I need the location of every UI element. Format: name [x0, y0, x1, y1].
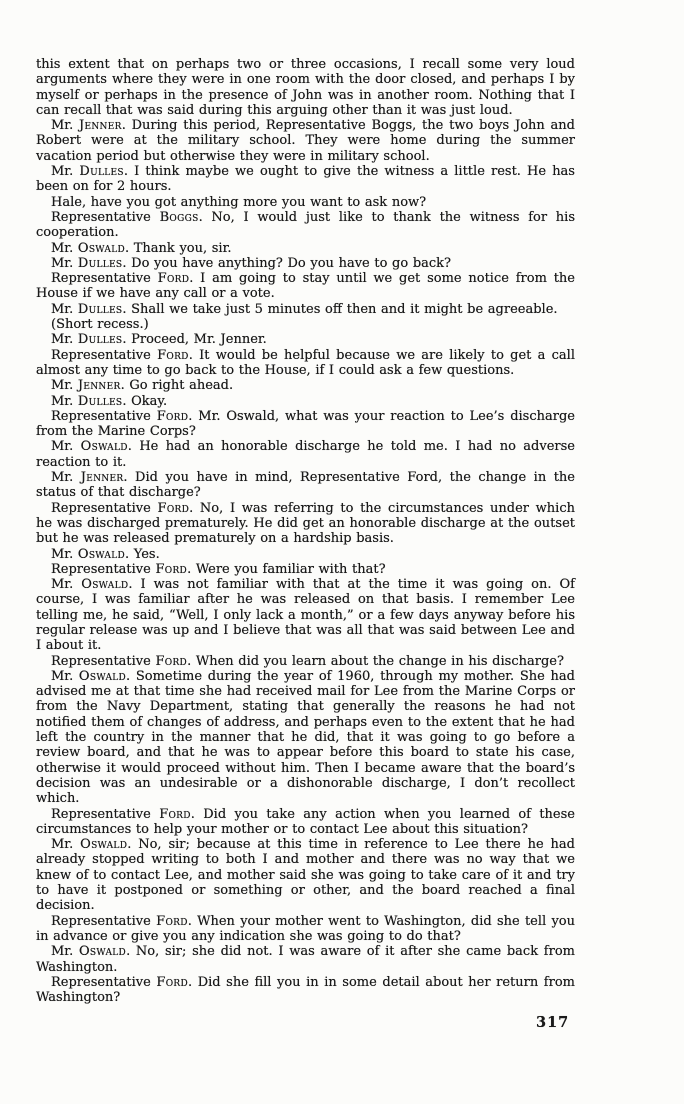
speaker-name: Ford — [155, 561, 188, 577]
speech-paragraph: Mr. Oswald. Yes. — [51, 546, 160, 562]
speaker-name: Dulles — [79, 164, 124, 180]
speaker-title: Mr. — [51, 118, 79, 134]
speaker-name: Oswald — [81, 577, 129, 593]
speaker-title: Mr. — [51, 332, 78, 348]
speaker-name: Ford — [155, 653, 188, 669]
speaker-name: Dulles — [77, 255, 123, 271]
speech-paragraph: Mr. Oswald. Thank you, sir. — [51, 240, 232, 256]
speech-paragraph: Representative Ford. When did you learn about the change in his discharge? — [51, 653, 564, 669]
speaker-title: Representative — [51, 271, 158, 287]
speech-paragraph: Mr. Oswald. Sometime during the year of 1960, through my mother. She had advised me at that time she had received mail for Lee from the Marine Corps or from the Navy Department, stating that generally the reasons he had not notified them of changes of address, and perhaps even to the extent that he had left the country in the manner that he did, that it was going to go before a review board, and that he was to appear before this board to state his case, otherwise it would proceed without him. Then I became aware that the board’s decision was an undesirable or a dishonorable discharge, I don’t recollect which. — [36, 668, 575, 807]
speaker-name: Ford — [157, 500, 190, 516]
speaker-title: Mr. — [51, 668, 79, 684]
speech-paragraph: Mr. Dulles. Okay. — [51, 393, 168, 409]
speaker-title: Mr. — [51, 164, 80, 180]
page-number: 317 — [536, 1014, 570, 1031]
speaker-name: Ford — [156, 974, 188, 990]
speech-paragraph: Mr. Oswald. No, sir; she did not. I was aware of it after she came back from Washington. — [36, 944, 575, 975]
speaker-name: Jenner — [77, 378, 121, 394]
speaker-title: Mr. — [51, 240, 78, 256]
speech-paragraph: Mr. Dulles. I think maybe we ought to give the witness a little rest. He has been on for 2 hours. — [36, 164, 575, 195]
speech-paragraph: Representative Ford. Did she fill you in in some detail about her return from Washington? — [36, 974, 575, 1006]
speech-paragraph: Representative Boggs. No, I would just like to thank the witness for his cooperation. — [36, 209, 575, 241]
speaker-title: Mr. — [51, 837, 81, 853]
speaker-name: Oswald — [80, 439, 128, 455]
speaker-title: Representative — [51, 806, 160, 822]
text-paragraph: (Short recess.) — [51, 317, 149, 333]
speaker-title: Mr. — [51, 944, 79, 960]
speech-paragraph: Mr. Jenner. During this period, Representative Boggs, the two boys John and Robert were at the military school. They were home during the summer vacation period but otherwise they were in military school. — [36, 118, 575, 164]
text-paragraph: Hale, have you got anything more you want to ask now? — [51, 194, 427, 210]
speaker-title: Mr. — [51, 546, 78, 562]
speaker-name: Oswald — [80, 837, 128, 853]
speaker-title: Representative — [51, 653, 156, 669]
speech-paragraph: Representative Ford. Were you familiar with that? — [51, 561, 386, 577]
speaker-title: Representative — [51, 974, 157, 990]
transcript-body — [36, 57, 575, 1005]
speaker-name: Ford — [156, 913, 188, 929]
speech-paragraph: Representative Ford. When your mother went to Washington, did she tell you in advance or give you any indication she was going to do that? — [36, 913, 575, 944]
speech-paragraph: Mr. Jenner. Did you have in mind, Representative Ford, the change in the status of that discharge? — [36, 470, 575, 501]
speaker-title: Mr. — [51, 301, 78, 317]
speech-paragraph: Representative Ford. It would be helpful because we are likely to get a call almost any time to go back to the House, if I could ask a few questions. — [36, 347, 576, 378]
speaker-title: Representative — [51, 209, 160, 225]
speaker-name: Ford — [157, 271, 190, 287]
speaker-title: Representative — [51, 500, 158, 516]
speaker-name: Oswald — [78, 944, 127, 960]
speaker-name: Oswald — [77, 546, 125, 562]
speech-paragraph: Representative Ford. I am going to stay until we get some notice from the House if we have any call or a vote. — [36, 271, 575, 302]
speech-paragraph: Representative Ford. No, I was referring to the circumstances under which he was discharged prematurely. He did get an honorable discharge at the outset but he was released prematurely on a hardship basis. — [36, 500, 575, 547]
speaker-title: Mr. — [51, 439, 81, 455]
speaker-name: Oswald — [77, 240, 125, 256]
speaker-name: Oswald — [78, 668, 127, 684]
speaker-name: Ford — [156, 408, 189, 424]
speaker-title: Representative — [51, 408, 157, 424]
speech-paragraph: Mr. Dulles. Shall we take just 5 minutes off then and it might be agreeable. — [51, 301, 558, 317]
speech-paragraph: Representative Ford. Did you take any action when you learned of these circumstances to help your mother or to contact Lee about this situation? — [36, 806, 575, 837]
speech-paragraph: Mr. Dulles. Do you have anything? Do you have to go back? — [51, 255, 452, 271]
speaker-title: Mr. — [51, 378, 78, 394]
speech-paragraph: Mr. Oswald. I was not familiar with that at the time it was going on. Of course, I was familiar after he was released on that basis. I remember Lee telling me, he said, “Well, I only lack a month,” or a few days anyway before his regular release was up and I believe that was all that was said between Lee and I about it. — [36, 577, 575, 654]
text-paragraph: this extent that on perhaps two or three occasions, I recall some very loud arguments where they were in one room with the door closed, and perhaps I by myself or perhaps in the presence of John was in another room. Nothing that I can recall that was said during this arguing other than it was just loud. — [36, 57, 575, 118]
speaker-name: Dulles — [77, 301, 123, 317]
speaker-name: Jenner — [79, 118, 122, 134]
speaker-name: Ford — [159, 806, 191, 822]
speaker-title: Mr. — [51, 255, 78, 271]
speaker-name: Dulles — [77, 393, 123, 409]
speaker-title: Representative — [51, 561, 156, 577]
speaker-title: Representative — [51, 347, 158, 363]
speech-paragraph: Mr. Oswald. No, sir; because at this time in reference to Lee there he had already stopped writing to both I and mother and there was no way that we knew of to contact Lee, and mother said she was going to take care of it and try to have it postponed or something or other, and the board reached a final decision. — [36, 837, 575, 914]
speaker-title: Mr. — [51, 393, 78, 409]
speech-paragraph: Mr. Oswald. He had an honorable discharge he told me. I had no adverse reaction to it. — [36, 439, 575, 470]
speech-paragraph: Representative Ford. Mr. Oswald, what was your reaction to Lee’s discharge from the Marine Corps? — [36, 408, 575, 440]
speaker-title: Representative — [51, 913, 157, 929]
speaker-name: Ford — [157, 347, 189, 363]
speaker-name: Jenner — [80, 470, 124, 486]
speaker-title: Mr. — [51, 470, 81, 486]
speaker-name: Dulles — [77, 332, 123, 348]
speech-paragraph: Mr. Dulles. Proceed, Mr. Jenner. — [51, 332, 267, 348]
speaker-title: Mr. — [51, 577, 82, 593]
speaker-name: Boggs — [159, 209, 199, 225]
speech-paragraph: Mr. Jenner. Go right ahead. — [51, 378, 234, 394]
